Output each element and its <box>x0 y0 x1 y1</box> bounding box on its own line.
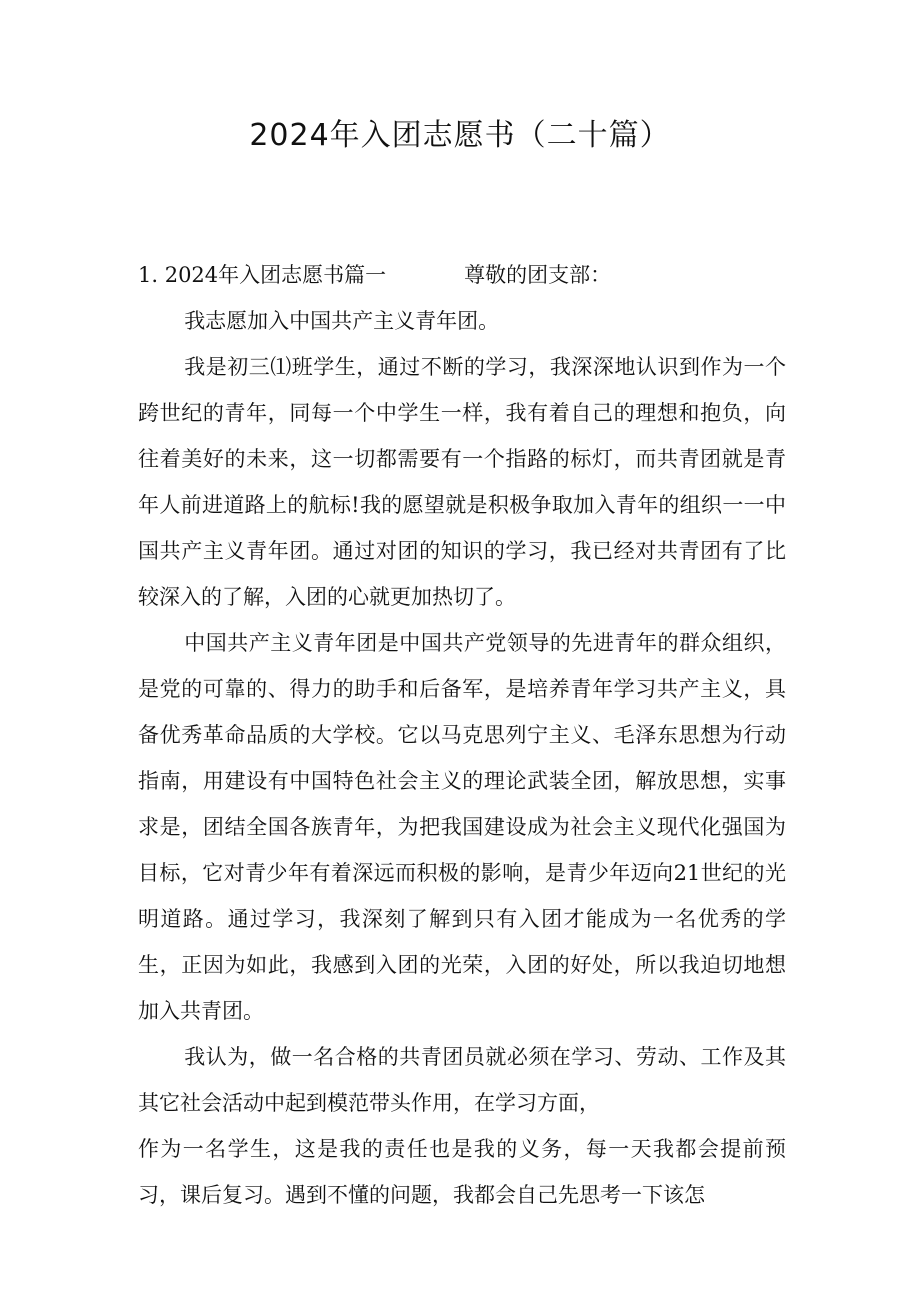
paragraph-2: 我是初三⑴班学生，通过不断的学习，我深深地认识到作为一个跨世纪的青年，同每一个中学生一样，我有着自己的理想和抱负，向往着美好的未来，这一切都需要有一个指路的标灯，而共青团就是青年人前进道路上的航标!我的愿望就是积极争取加入青年的组织一一中国共产主义青年团。通过对团的知识的学习，我已经对共青团有了比较深入的了解，入团的心就更加热切了。 <box>138 355 786 609</box>
salutation: 尊敬的团支部： <box>464 263 612 287</box>
paragraph-3: 中国共产主义青年团是中国共产党领导的先进青年的群众组织，是党的可靠的、得力的助手和后备军，是培养青年学习共产主义，具备优秀革命品质的大学校。它以马克思列宁主义、毛泽东思想为行动指南，用建设有中国特色社会主义的理论武装全团，解放思想，实事求是，团结全国各族青年，为把我国建设成为社会主义现代化强国为目标，它对青少年有着深远而积极的影响，是青少年迈向21世纪的光明道路。通过学习，我深刻了解到只有入团才能成为一名优秀的学生，正因为如此，我感到入团的光荣，入团的好处，所以我迫切地想加入共青团。 <box>138 631 786 1023</box>
document-title: 2024年入团志愿书（二十篇） <box>249 118 671 153</box>
section-heading-line <box>138 252 786 298</box>
paragraph-5: 作为一名学生，这是我的责任也是我的义务，每一天我都会提前预习，课后复习。遇到不懂的问题，我都会自己先思考一下该怎 <box>138 1137 786 1207</box>
paragraph-1: 我志愿加入中国共产主义青年团。 <box>184 309 500 333</box>
document-body <box>138 252 786 1218</box>
section-heading: 1. 2024年入团志愿书篇一 <box>138 263 387 287</box>
paragraph-4: 我认为，做一名合格的共青团员就必须在学习、劳动、工作及其其它社会活动中起到模范带头作用，在学习方面， <box>138 1045 786 1115</box>
